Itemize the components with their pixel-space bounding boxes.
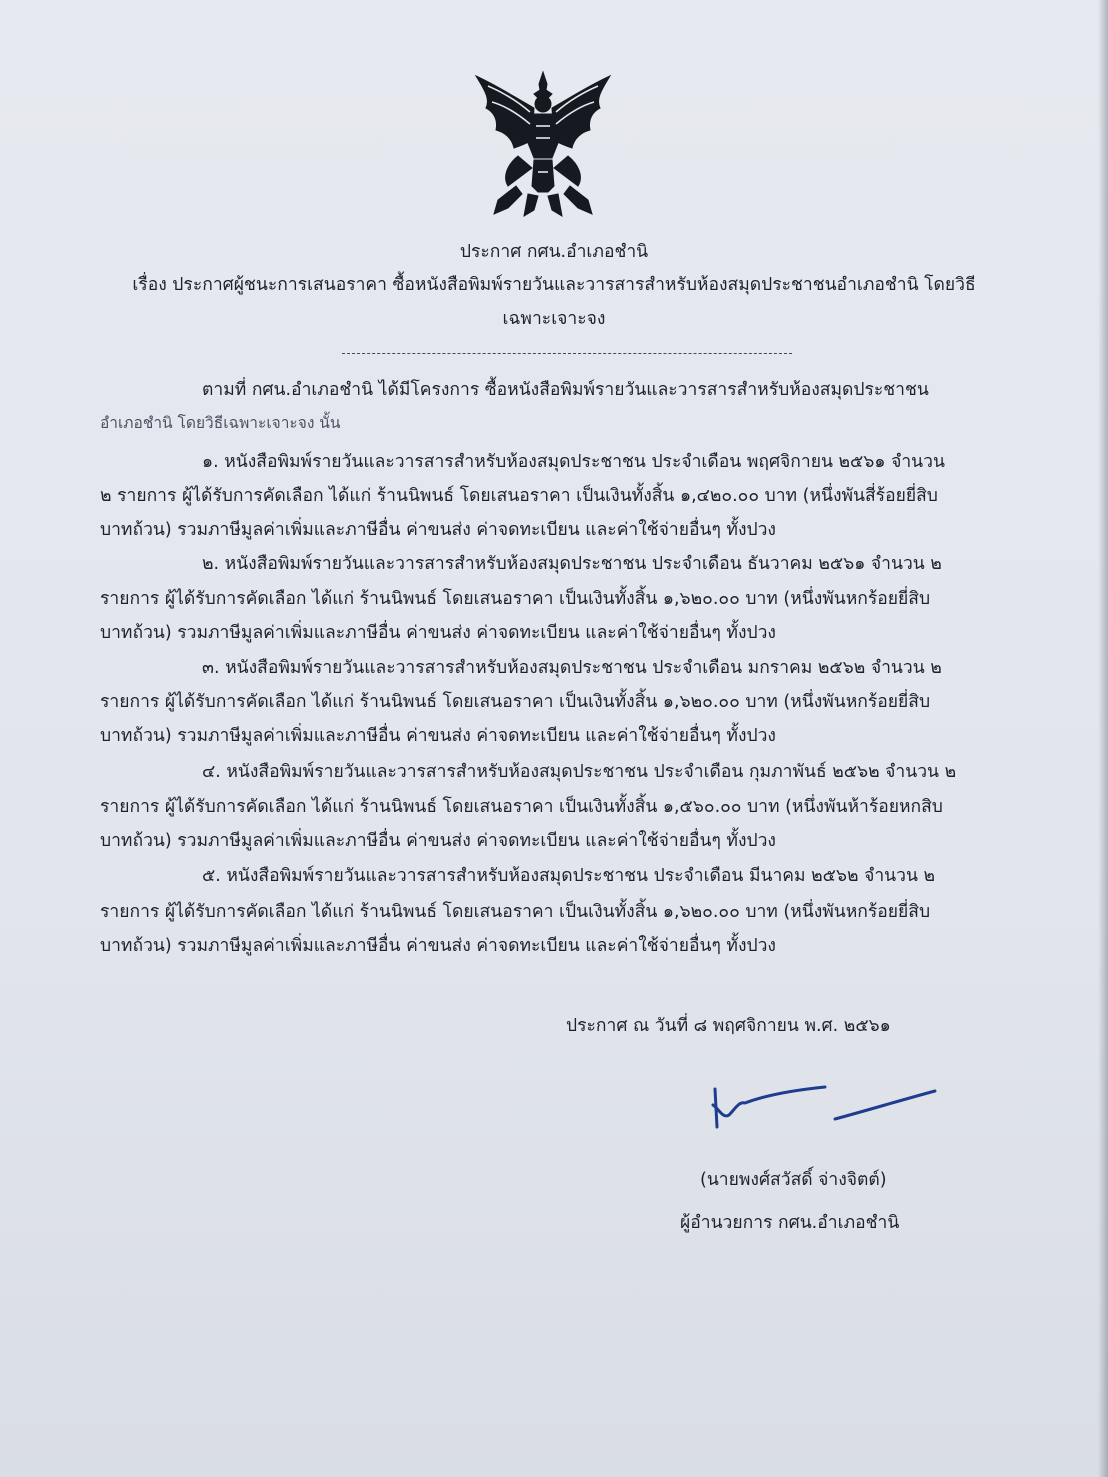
- item-4-line-2: รายการ ผู้ได้รับการคัดเลือก ได้แก่ ร้านนิพนธ์ โดยเสนอราคา เป็นเงินทั้งสิ้น ๑,๕๖๐.๐๐ บาท (หนึ่งพันห้าร้อยหกสิบ: [100, 797, 943, 817]
- document-title: ประกาศ กศน.อำเภอชำนิ: [459, 242, 649, 262]
- item-2-line-1: ๒. หนังสือพิมพ์รายวันและวารสารสำหรับห้องสมุดประชาชน ประจำเดือน ธันวาคม ๒๕๖๑ จำนวน ๒: [202, 554, 942, 574]
- signature-icon: [705, 1075, 945, 1145]
- item-3-line-2: รายการ ผู้ได้รับการคัดเลือก ได้แก่ ร้านนิพนธ์ โดยเสนอราคา เป็นเงินทั้งสิ้น ๑,๖๒๐.๐๐ บาท (หนึ่งพันหกร้อยยี่สิบ: [100, 692, 931, 712]
- item-5-line-2: รายการ ผู้ได้รับการคัดเลือก ได้แก่ ร้านนิพนธ์ โดยเสนอราคา เป็นเงินทั้งสิ้น ๑,๖๒๐.๐๐ บาท (หนึ่งพันหกร้อยยี่สิบ: [100, 902, 931, 922]
- item-3-line-1: ๓. หนังสือพิมพ์รายวันและวารสารสำหรับห้องสมุดประชาชน ประจำเดือน มกราคม ๒๕๖๒ จำนวน ๒: [202, 658, 942, 678]
- subject-line-1: เรื่อง ประกาศผู้ชนะการเสนอราคา ซื้อหนังสือพิมพ์รายวันและวารสารสำหรับห้องสมุดประชาชนอำเภอชำนิ โดยวิธี: [132, 275, 976, 295]
- garuda-emblem-icon: [468, 68, 618, 228]
- signer-name: (นายพงศ์สวัสดิ์ จ่างจิตต์): [700, 1170, 887, 1190]
- item-3-line-3: บาทถ้วน) รวมภาษีมูลค่าเพิ่มและภาษีอื่น ค่าขนส่ง ค่าจดทะเบียน และค่าใช้จ่ายอื่นๆ ทั้งปวง: [100, 726, 776, 746]
- item-5-line-1: ๕. หนังสือพิมพ์รายวันและวารสารสำหรับห้องสมุดประชาชน ประจำเดือน มีนาคม ๒๕๖๒ จำนวน ๒: [202, 866, 936, 886]
- item-1-line-1: ๑. หนังสือพิมพ์รายวันและวารสารสำหรับห้องสมุดประชาชน ประจำเดือน พฤศจิกายน ๒๕๖๑ จำนวน: [202, 452, 945, 472]
- subject-line-2: เฉพาะเจาะจง: [502, 309, 606, 329]
- item-1-line-2: ๒ รายการ ผู้ได้รับการคัดเลือก ได้แก่ ร้านนิพนธ์ โดยเสนอราคา เป็นเงินทั้งสิ้น ๑,๔๒๐.๐๐ บาท (หนึ่งพันสี่ร้อยยี่สิบ: [100, 486, 938, 506]
- item-2-line-3: บาทถ้วน) รวมภาษีมูลค่าเพิ่มและภาษีอื่น ค่าขนส่ง ค่าจดทะเบียน และค่าใช้จ่ายอื่นๆ ทั้งปวง: [100, 623, 776, 643]
- item-4-line-1: ๔. หนังสือพิมพ์รายวันและวารสารสำหรับห้องสมุดประชาชน ประจำเดือน กุมภาพันธ์ ๒๕๖๒ จำนวน ๒: [202, 762, 957, 782]
- item-5-line-3: บาทถ้วน) รวมภาษีมูลค่าเพิ่มและภาษีอื่น ค่าขนส่ง ค่าจดทะเบียน และค่าใช้จ่ายอื่นๆ ทั้งปวง: [100, 936, 776, 956]
- intro-line-1: ตามที่ กศน.อำเภอชำนิ ได้มีโครงการ ซื้อหนังสือพิมพ์รายวันและวารสารสำหรับห้องสมุดประชาชน: [202, 380, 929, 400]
- item-4-line-3: บาทถ้วน) รวมภาษีมูลค่าเพิ่มและภาษีอื่น ค่าขนส่ง ค่าจดทะเบียน และค่าใช้จ่ายอื่นๆ ทั้งปวง: [100, 831, 776, 851]
- separator-line: [342, 353, 792, 354]
- intro-line-2: อำเภอชำนิ โดยวิธีเฉพาะเจาะจง นั้น: [100, 414, 341, 432]
- announcement-date: ประกาศ ณ วันที่ ๘ พฤศจิกายน พ.ศ. ๒๕๖๑: [566, 1016, 891, 1036]
- item-2-line-2: รายการ ผู้ได้รับการคัดเลือก ได้แก่ ร้านนิพนธ์ โดยเสนอราคา เป็นเงินทั้งสิ้น ๑,๖๒๐.๐๐ บาท (หนึ่งพันหกร้อยยี่สิบ: [100, 589, 931, 609]
- page-shadow-edge: [1098, 0, 1108, 1477]
- item-1-line-3: บาทถ้วน) รวมภาษีมูลค่าเพิ่มและภาษีอื่น ค่าขนส่ง ค่าจดทะเบียน และค่าใช้จ่ายอื่นๆ ทั้งปวง: [100, 520, 776, 540]
- signer-title: ผู้อำนวยการ กศน.อำเภอชำนิ: [680, 1213, 900, 1233]
